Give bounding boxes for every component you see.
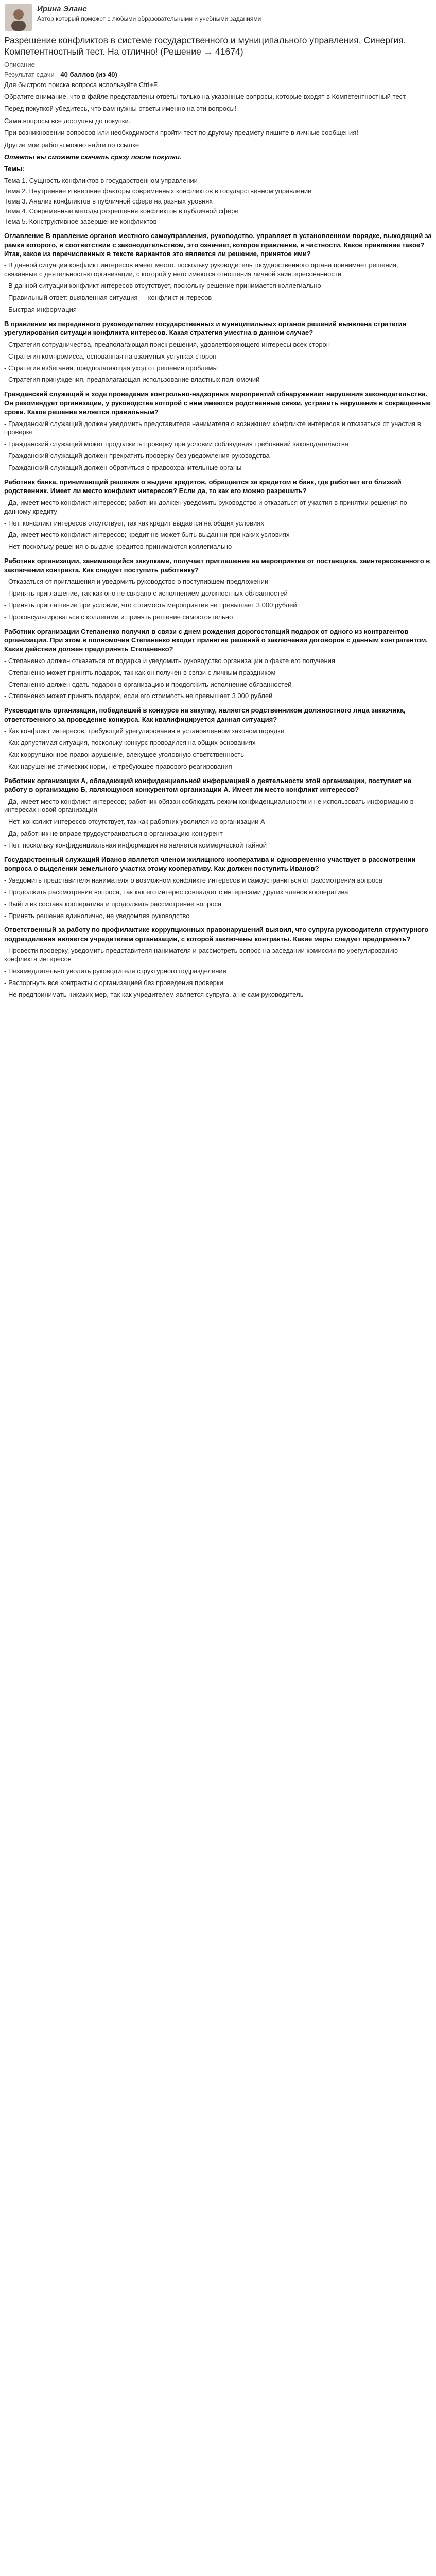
answer-option: - Степаненко может принять подарок, если его стоимость не превышает 3 000 рублей: [4, 692, 273, 700]
question-text: Государственный служащий Иванов является членом жилищного кооператива и одновременно участвует в рассмотрении вопроса о выделении земельного участка этому кооперативу. Как должен поступить Иванов?: [4, 856, 416, 873]
answer-option: - Правильный ответ: выявленная ситуация — конфликт интересов: [4, 294, 212, 302]
question-text: Работник организации Степаненко получил в связи с днем рождения дорогостоящий подарок от одного из контрагентов организации. При этом в полномочия Степаненко входит принятие решений о заключении договоров с данным контрагентом. Какие действия должен предпринять Степаненко?: [4, 627, 428, 653]
theme-item: Тема 2. Внутренние и внешние факторы современных конфликтов в государственном управлении: [4, 187, 312, 195]
answer-option: - Стратегия принуждения, предполагающая использование властных полномочий: [4, 376, 260, 384]
theme-item: Тема 3. Анализ конфликтов в публичной сфере на разных уровнях: [4, 197, 213, 205]
question-text: Оглавление В правление органов местного самоуправления, руководство, управляет в установленном порядке, выходящий за рамки которого, в соответствии с законодательством, это означает, которое правление, в частности. Какое правление такое? Итак, какое из перечисленных в тексте вариантов это является ли решение, принятое ими?: [4, 232, 432, 258]
theme-item: Тема 1. Сущность конфликтов в государственном управлении: [4, 176, 198, 184]
answer-option: - Принять решение единолично, не уведомляя руководство: [4, 911, 190, 920]
question-block: [4, 627, 432, 701]
intro-paragraph: Для быстрого поиска вопроса используйте Ctrl+F.: [4, 80, 159, 89]
description-label: Описание: [4, 60, 35, 69]
intro-paragraph: Темы:: [4, 165, 25, 173]
answer-option: - Не предпринимать никаких мер, так как учредителем является супруга, а не сам руководитель: [4, 990, 304, 998]
avatar[interactable]: [5, 4, 32, 31]
question-block: [4, 389, 432, 472]
answer-option: - Расторгнуть все контракты с организацией без проведения проверки: [4, 978, 223, 987]
intro-paragraph: Другие мои работы можно найти по ссылке: [4, 141, 139, 149]
question-block: [4, 478, 432, 551]
answer-option: - Выйти из состава кооператива и продолжить рассмотрение вопроса: [4, 900, 222, 908]
answer-option: - Стратегия сотрудничества, предполагающая поиск решения, удовлетворяющего интересы всех сторон: [4, 340, 330, 348]
document-page: [0, 0, 436, 1018]
result-line: [4, 71, 432, 79]
answer-option: - Гражданский служащий должен прекратить проверку без уведомления руководства: [4, 452, 270, 460]
answer-option: - Степаненко может принять подарок, так как он получен в связи с личным праздником: [4, 668, 276, 676]
answer-option: - Степаненко должен сдать подарок в организацию и продолжить исполнение обязанностей: [4, 680, 292, 688]
theme-item: Тема 5. Конструктивное завершение конфликтов: [4, 217, 157, 226]
answer-option: - Гражданский служащий должен обратиться в правоохранительные органы: [4, 464, 242, 472]
question-block: [4, 319, 432, 384]
answer-option: - Проконсультироваться с коллегами и принять решение самостоятельно: [4, 613, 233, 621]
author-block: [4, 3, 432, 32]
answer-option: - Провести проверку, уведомить представителя нанимателя и рассмотреть вопрос на заседании комиссии по урегулированию конфликта интересов: [4, 946, 398, 963]
answer-option: - Отказаться от приглашения и уведомить руководство о поступившем предложении: [4, 578, 269, 586]
question-text: Руководитель организации, победившей в конкурсе на закупку, является родственником должностного лица заказчика, ответственного за проведение конкурса. Как квалифицируется данная ситуация?: [4, 706, 406, 723]
answer-option: - Как конфликт интересов, требующий урегулирования в установленном законом порядке: [4, 727, 285, 735]
answer-option: - Принять приглашение при условии, что стоимость мероприятия не превышает 3 000 рублей: [4, 601, 297, 609]
intro-paragraph: Обратите внимание, что в файле представлены ответы только на указанные вопросы, которые входят в Компетентностный тест.: [4, 92, 407, 100]
answer-option: - Как коррупционное правонарушение, влекущее уголовную ответственность: [4, 750, 245, 758]
intro-paragraph: Сами вопросы все доступны до покупки.: [4, 116, 131, 125]
question-text: Работник банка, принимающий решения о выдаче кредитов, обращается за кредитом в банк, где работает его близкий родственник. Имеет ли место конфликт интересов? Если да, то как его можно разрешить?: [4, 478, 402, 495]
intro-paragraph: Ответы вы сможете скачать сразу после покупки.: [4, 152, 182, 161]
questions-list: [4, 231, 432, 999]
answer-option: - В данной ситуации конфликт интересов имеет место, поскольку руководитель государственного органа принимает решения, связанные с деятельностью организации, с которой у него имеются отношения личной заинтересованности: [4, 261, 398, 278]
answer-option: - Уведомить представителя нанимателя о возможном конфликте интересов и самоустраниться от рассмотрения вопроса: [4, 876, 382, 884]
answer-option: - Да, имеет место конфликт интересов; работник должен уведомить руководство и отказаться от участия в принятии решения по данному кредиту: [4, 498, 407, 515]
theme-item: Тема 4. Современные методы разрешения конфликтов в публичной сфере: [4, 207, 239, 215]
question-block: [4, 706, 432, 771]
answer-option: - Быстрая информация: [4, 306, 77, 314]
answer-option: - Гражданский служащий должен уведомить представителя нанимателя о возникшем конфликте интересов и отказаться от участия в проверке: [4, 419, 421, 436]
question-text: В правлении из переданного руководителям государственных и муниципальных органов решений выявлена стратегия урегулирования ситуации конфликта интересов. Какая стратегия уместна в данном случае?: [4, 319, 407, 337]
answer-option: - Нет, поскольку конфиденциальная информация не является коммерческой тайной: [4, 841, 267, 850]
intro-section: [4, 80, 432, 174]
answer-option: - Как нарушение этических норм, не требующее правового реагирования: [4, 762, 232, 770]
question-text: Работник организации А, обладающий конфиденциальной информацией о деятельности этой организации, поступает на работу в организацию Б, являющуюся конкурентом организации А. Имеет ли место конфликт интересов?: [4, 776, 412, 794]
answer-option: - Как допустимая ситуация, поскольку конкурс проводился на общих основаниях: [4, 739, 256, 747]
author-name[interactable]: Ирина Эланс: [37, 5, 87, 13]
answer-option: - Степаненко должен отказаться от подарка и уведомить руководство организации о факте его получения: [4, 656, 335, 665]
answer-option: - Стратегия компромисса, основанная на взаимных уступках сторон: [4, 352, 217, 360]
answer-option: - Да, работник не вправе трудоустраиваться в организацию-конкурент: [4, 829, 223, 838]
answer-option: - Гражданский служащий может продолжить проверку при условии соблюдения требований законодательства: [4, 440, 348, 448]
author-description: Автор который поможет с любыми образовательными и учебными заданиями: [37, 15, 261, 22]
answer-option: - Нет, конфликт интересов отсутствует, так как работник уволился из организации А: [4, 818, 265, 826]
answer-option: - Продолжить рассмотрение вопроса, так как его интерес совпадает с интересами других членов кооператива: [4, 888, 348, 896]
themes-list: [4, 177, 432, 226]
intro-paragraph: При возникновении вопросов или необходимости пройти тест по другому предмету пишите в личные сообщения!: [4, 129, 358, 137]
question-text: Работник организации, занимающийся закупками, получает приглашение на мероприятие от поставщика, заинтересованного в заключении контракта. Как следует поступить работнику?: [4, 557, 430, 574]
answer-option: - В данной ситуации конфликт интересов отсутствует, поскольку решение принимается коллегиально: [4, 282, 321, 290]
question-block: [4, 556, 432, 621]
question-text: Ответственный за работу по профилактике коррупционных правонарушений выявил, что супруга руководителя структурного подразделения является учредителем организации, с которой заключены контракты. Какие меры следует предпринять?: [4, 926, 429, 943]
answer-option: - Незамедлительно уволить руководителя структурного подразделения: [4, 967, 226, 975]
question-block: [4, 231, 432, 314]
answer-option: - Нет, поскольку решения о выдаче кредитов принимаются коллегиально: [4, 543, 232, 551]
answer-option: - Да, имеет место конфликт интересов; кредит не может быть выдан ни при каких условиях: [4, 531, 290, 539]
answer-option: - Нет, конфликт интересов отсутствует, так как кредит выдается на общих условиях: [4, 519, 264, 527]
result-value: 40 баллов (из 40): [60, 70, 117, 78]
question-block: [4, 855, 432, 920]
avatar-icon: [5, 4, 32, 31]
question-block: [4, 925, 432, 999]
answer-option: - Стратегия избегания, предполагающая уход от решения проблемы: [4, 364, 218, 372]
answer-option: - Да, имеет место конфликт интересов; работник обязан соблюдать режим конфиденциальности и не использовать информацию в интересах новой организации: [4, 797, 414, 814]
question-block: [4, 776, 432, 850]
answer-option: - Принять приглашение, так как оно не связано с исполнением должностных обязанностей: [4, 589, 288, 597]
intro-paragraph: Перед покупкой убедитесь, что вам нужны ответы именно на эти вопросы!: [4, 105, 237, 113]
page-title: Разрешение конфликтов в системе государственного и муниципального управления. Синергия. Компетентностный тест. На отлично! (Решение → 41674): [4, 35, 406, 57]
question-text: Гражданский служащий в ходе проведения контрольно-надзорных мероприятий обнаруживает нарушения законодательства. Он рекомендует организации, у руководства которой с ним имеются родственные связи, устранить нарушения в сокращенные сроки. Какое решение является правильным?: [4, 390, 431, 416]
result-label: Результат сдачи -: [4, 70, 59, 78]
